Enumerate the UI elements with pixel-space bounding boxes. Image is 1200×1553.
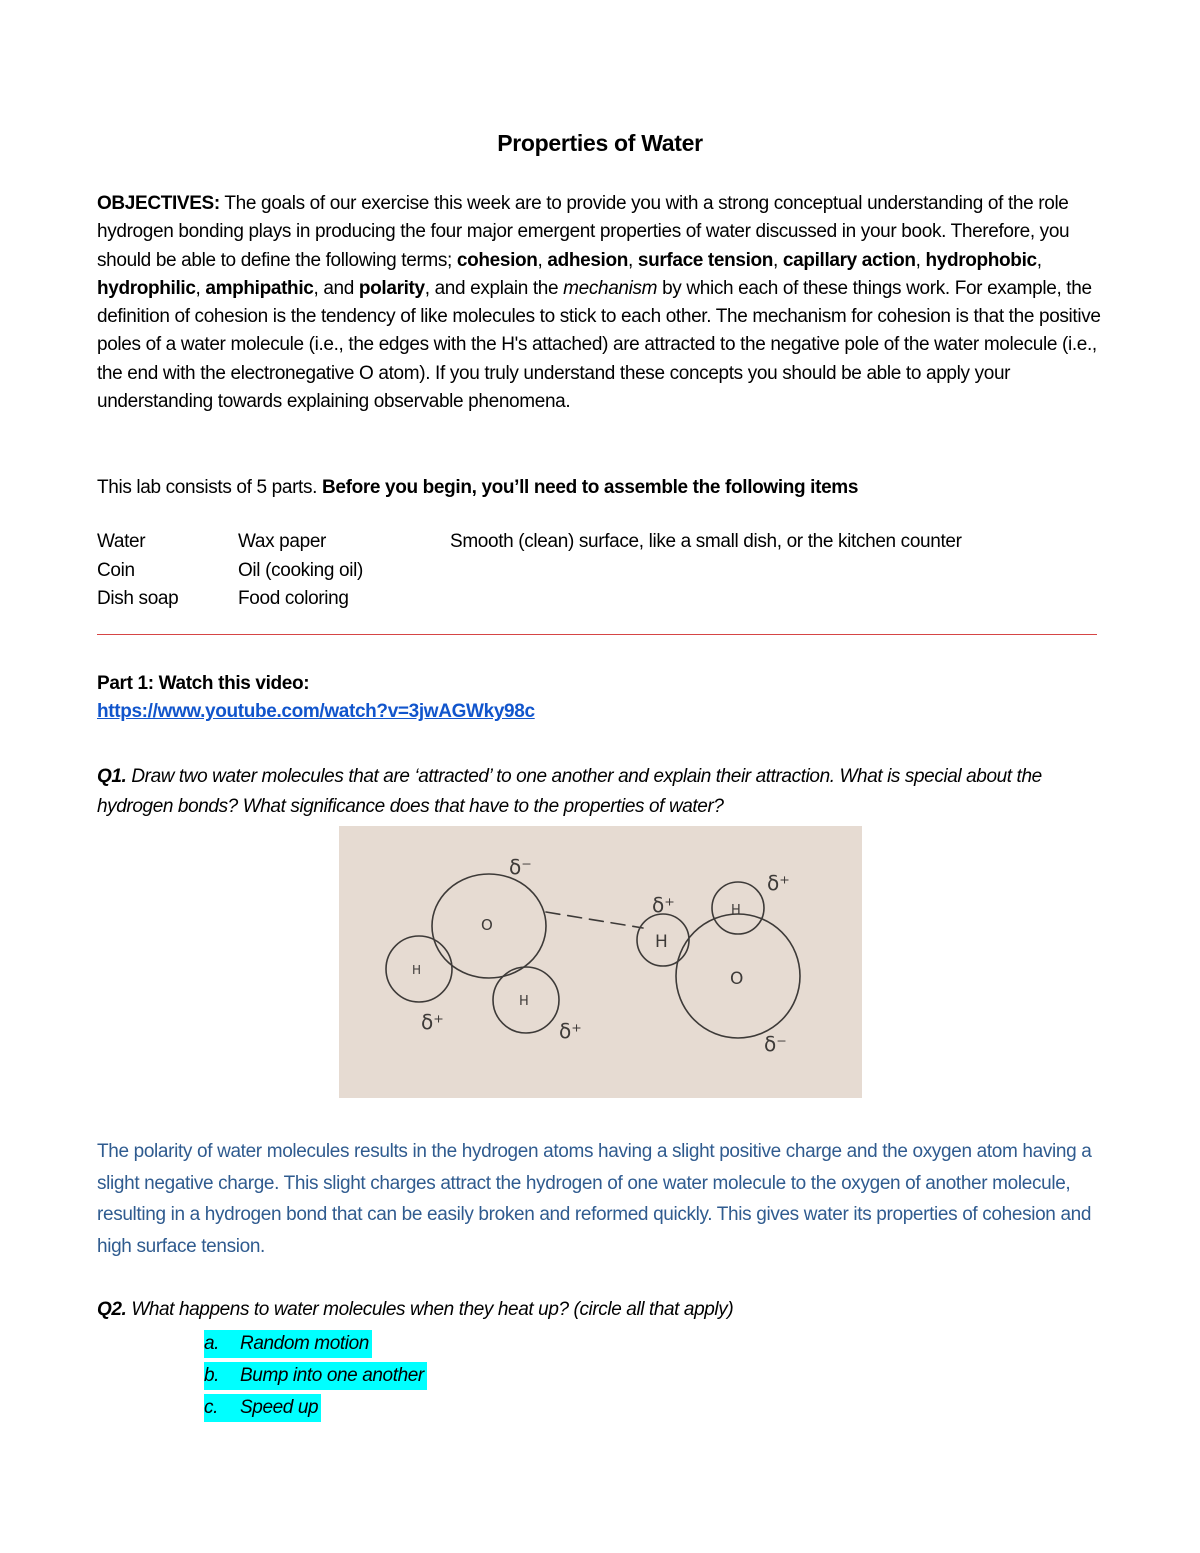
item-oil: Oil (cooking oil) (238, 559, 363, 581)
question-2-label: Q2. (97, 1299, 127, 1320)
term-cohesion: cohesion (456, 249, 538, 271)
objectives-text-2: , and explain the (424, 277, 564, 299)
item-coin: Coin (97, 559, 135, 581)
separator: , (773, 249, 783, 271)
delta-plus-right-1: δ⁺ (652, 893, 675, 917)
lab-intro-bold: Before you begin, you’ll need to assemble the following items (322, 477, 859, 498)
question-1-label: Q1. (97, 766, 127, 787)
option-marker: b. (204, 1365, 220, 1386)
video-link[interactable]: https://www.youtube.com/watch?v=3jwAGWky98c (97, 701, 535, 722)
oxygen-label-left: O (481, 916, 493, 934)
question-1-text: Draw two water molecules that are ‘attracted’ to one another and explain their attraction. What is special about the hydrogen bonds? What significance does that have to the properties of water? (97, 766, 1042, 817)
term-hydrophilic: hydrophilic (97, 277, 196, 299)
option-bump-into-one-another[interactable] (204, 1362, 427, 1390)
delta-plus-right-2: δ⁺ (767, 871, 790, 895)
option-random-motion[interactable] (204, 1330, 372, 1358)
hand-drawn-molecules-photo (339, 826, 862, 1098)
objectives-label: OBJECTIVES: (97, 193, 220, 214)
separator: , and (313, 277, 359, 299)
question-1 (97, 762, 1102, 822)
hydrogen-label-right-2: H (731, 903, 741, 918)
objectives-text-1: The goals of our exercise this week are to provide you with a strong conceptual understanding of the role hydrogen bonding plays in producing the four major emergent properties of water discussed in your book. Therefore, you should be able to define the following terms; (97, 193, 1070, 271)
delta-plus-left-1: δ⁺ (421, 1010, 444, 1034)
part1-section (97, 670, 535, 726)
term-surface-tension: surface tension (637, 249, 774, 271)
term-capillary-action: capillary action (782, 249, 916, 271)
option-marker: c. (204, 1397, 218, 1418)
item-wax-paper: Wax paper (238, 531, 327, 552)
part1-heading: Part 1: Watch this video: (97, 673, 310, 694)
lab-intro (97, 474, 1102, 502)
hydrogen-label-left-2: H (519, 994, 529, 1009)
question-2-text: What happens to water molecules when they heat up? (circle all that apply) (126, 1299, 734, 1320)
separator: , (195, 277, 206, 299)
term-adhesion: adhesion (547, 249, 628, 271)
hydrogen-label-left-1: H (412, 963, 422, 977)
item-water: Water (97, 531, 146, 552)
item-smooth-surface: Smooth (clean) surface, like a small dish, or the kitchen counter (450, 531, 962, 552)
delta-minus-right: δ⁻ (764, 1032, 787, 1056)
question-2-options (204, 1330, 427, 1426)
document-title: Properties of Water (497, 130, 703, 156)
section-divider (97, 634, 1097, 635)
item-food-coloring: Food coloring (238, 588, 349, 609)
lab-intro-text: This lab consists of 5 parts. (97, 477, 322, 498)
option-text: Bump into one another (240, 1365, 424, 1386)
objectives-text-3: by which each of these things work. For example, the definition of cohesion is the tendency of like molecules to stick to each other. The mechanism for cohesion is that the positive poles of a water molecule (i.e., the edges with the H's attached) are attracted to the negative pole of the water molecule (i.e., the end with the electronegative O atom). If you truly understand these concepts you should be able to apply your understanding towards explaining observable phenomena. (97, 277, 1101, 413)
separator: , (1036, 249, 1042, 271)
objectives-paragraph (97, 190, 1102, 416)
items-row (97, 585, 1102, 614)
hydrogen-label-right-1: H (655, 932, 668, 952)
option-speed-up[interactable] (204, 1394, 321, 1422)
delta-minus-left: δ⁻ (509, 855, 532, 879)
option-marker: a. (204, 1333, 220, 1354)
items-row (97, 528, 1102, 557)
mechanism-word: mechanism (563, 277, 658, 299)
separator: , (915, 249, 926, 271)
option-text: Random motion (240, 1333, 369, 1354)
molecules-drawing (339, 826, 862, 1098)
items-row (97, 557, 1102, 586)
item-dish-soap: Dish soap (97, 588, 179, 609)
term-polarity: polarity (358, 277, 425, 299)
items-list (97, 528, 1102, 614)
oxygen-label-right: O (730, 969, 744, 989)
separator: , (628, 249, 638, 271)
term-amphipathic: amphipathic (205, 277, 314, 299)
delta-plus-left-2: δ⁺ (559, 1019, 582, 1043)
answer-paragraph: The polarity of water molecules results in the hydrogen atoms having a slight positive charge and the oxygen atom having a slight negative charge. This slight charges attract the hydrogen of one water molecule to the oxygen of another molecule, resulting in a hydrogen bond that can be easily broken and reformed quickly. This gives water its properties of cohesion and high surface tension. (97, 1141, 1092, 1257)
separator: , (537, 249, 548, 271)
option-text: Speed up (240, 1397, 319, 1418)
question-2 (97, 1296, 1102, 1324)
term-hydrophobic: hydrophobic (925, 249, 1037, 271)
hydrogen-bond-line (546, 912, 643, 928)
